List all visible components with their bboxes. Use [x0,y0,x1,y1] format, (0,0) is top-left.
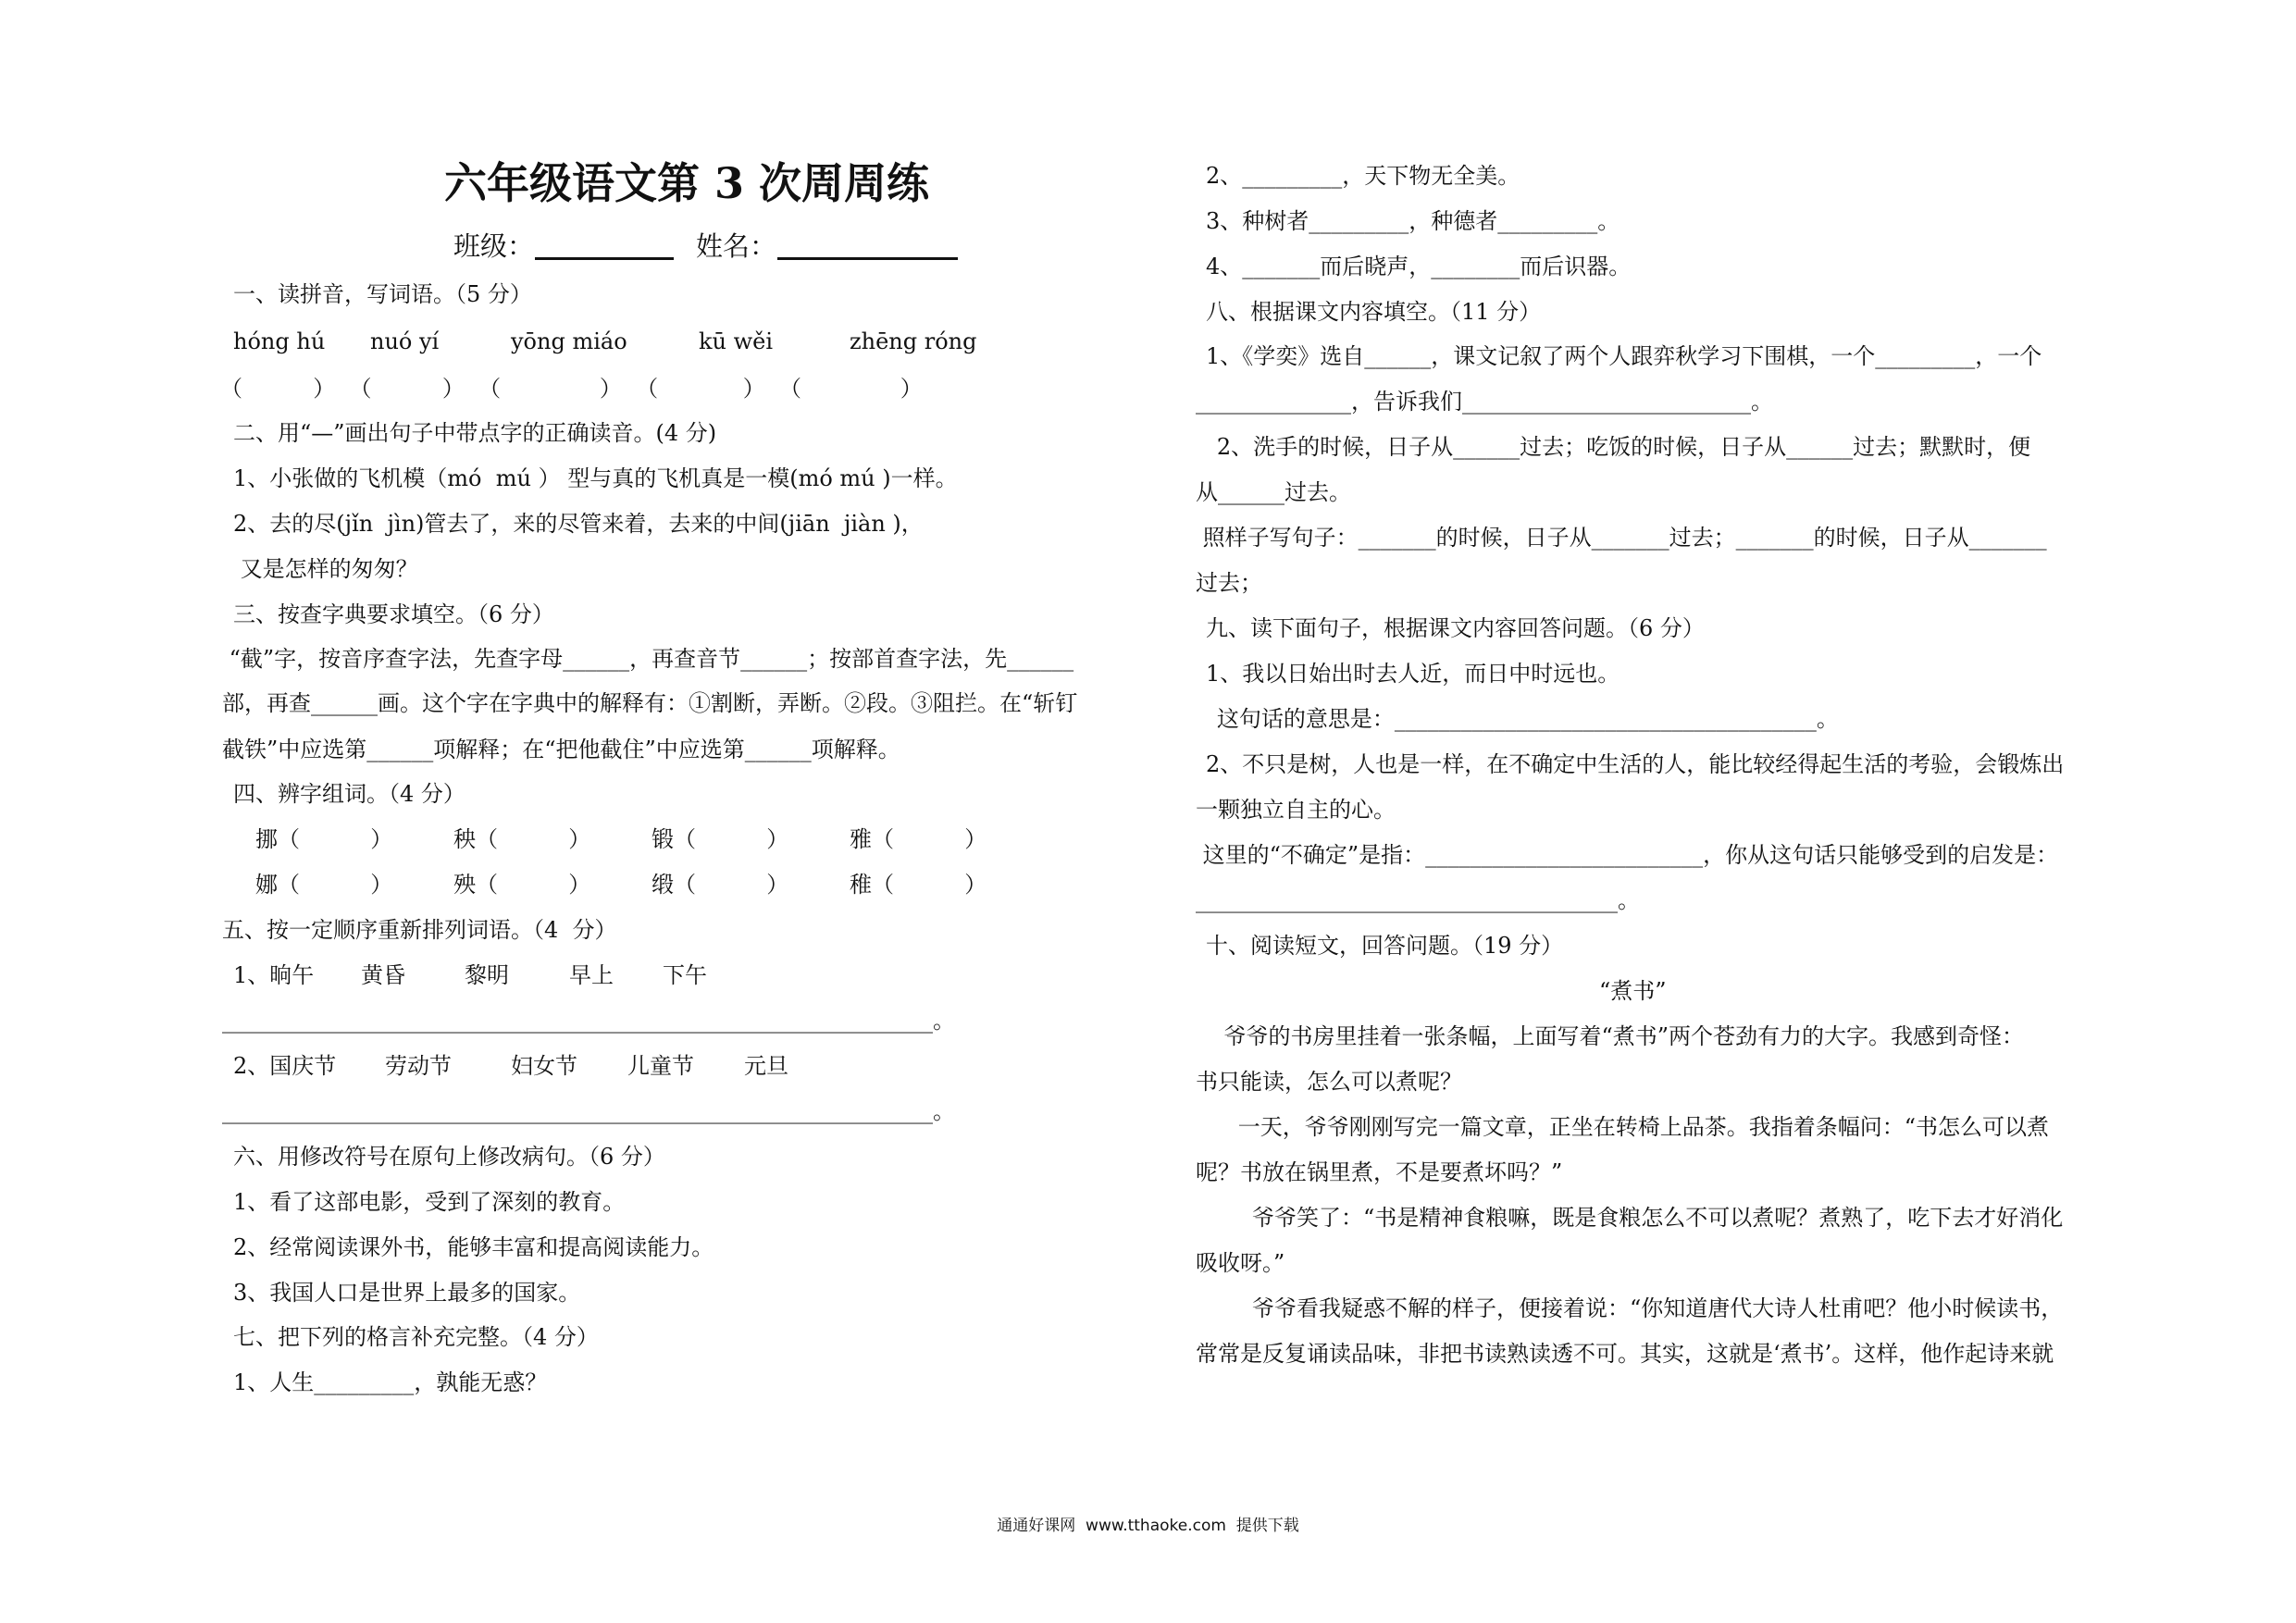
q9-line-4: 一颗独立自主的心。 [1196,797,1396,823]
q5-word: 劳动节 [385,1053,452,1079]
class-label: 班级： [453,230,535,262]
q8-line-2: ______________，告诉我们__________________________。 [1196,389,1773,415]
q5-answer-line-2[interactable]: ________________________________________________________________。 [222,1098,955,1124]
footer-credit: 通通好课网 www.tthaoke.com 提供下载 [997,1517,1299,1535]
q5-word: 妇女节 [511,1053,577,1079]
q4-item[interactable]: 锻（ ） [652,826,789,852]
q7-item-4: 4、_______而后晓声，________而后识器。 [1206,254,1632,279]
q2-sentence-2: 2、去的尽(jǐn jìn)管去了，来的尽管来着，去来的中间(jiān jiàn )， [233,511,924,537]
q7-item-2: 2、_________，天下物无全美。 [1206,163,1520,189]
q5-word: 下午 [663,962,707,988]
q6-sentence-2: 2、经常阅读课外书，能够丰富和提高阅读能力。 [233,1234,714,1260]
q8-title: 八、根据课文内容填空。（11 分） [1206,299,1542,325]
q4-item[interactable]: 秧（ ） [453,826,591,852]
q8-line-3: 2、洗手的时候，日子从______过去；吃饭的时候，日子从______过去；默默时，便 [1196,434,2031,460]
q4-item[interactable]: 娜（ ） [255,872,393,898]
name-blank-line[interactable] [777,257,958,260]
q10-para-1a: 爷爷的书房里挂着一张条幅，上面写着“煮书”两个苍劲有力的大字。我感到奇怪： [1196,1023,2025,1049]
q9-line-1: 1、我以日始出时去人近，而日中时远也。 [1206,661,1620,687]
q10-story-title: “煮书” [1599,978,1667,1004]
page-title: 六年级语文第 3 次周周练 [444,158,930,208]
class-blank-line[interactable] [535,257,674,260]
name-label: 姓名： [696,230,777,262]
q5-answer-line-1[interactable]: ________________________________________________________________。 [222,1008,955,1034]
q10-para-3a: 爷爷笑了：“书是精神食粮嘛，既是食粮怎么不可以煮呢？煮熟了，吃下去才好消化 [1196,1205,2064,1231]
q8-line-5: 照样子写句子：_______的时候，日子从_______过去；_______的时候，日子从_______ [1196,525,2047,551]
q5-word: 儿童节 [627,1053,694,1079]
q9-line-6: ______________________________________。 [1196,887,1640,913]
q5-word: 元旦 [744,1053,788,1079]
q5-word: 1、晌午 [233,962,315,988]
q4-item[interactable]: 雅（ ） [850,826,987,852]
q1-pinyin-5: zhēng róng [850,328,977,354]
q1-pinyin-1: hóng hú [233,328,326,354]
q5-word: 黎明 [465,962,509,988]
q9-title: 九、读下面句子，根据课文内容回答问题。（6 分） [1206,615,1705,641]
q6-sentence-3: 3、我国人口是世界上最多的国家。 [233,1280,581,1306]
q1-title: 一、读拼音，写词语。（5 分） [233,281,532,307]
q10-para-3b: 吸收呀。” [1196,1250,1285,1276]
q10-title: 十、阅读短文，回答问题。（19 分） [1206,933,1564,959]
q10-para-2a: 一天，爷爷刚刚写完一篇文章，正坐在转椅上品茶。我指着条幅问：“书怎么可以煮 [1196,1114,2050,1140]
q8-line-1: 1、《学奕》选自______，课文记叙了两个人跟弈秋学习下围棋，一个_________，一个 [1206,343,2042,369]
q3-line-1: “截”字，按音序查字法，先查字母______，再查音节______；按部首查字法，先______ [222,646,1074,672]
q1-pinyin-4: kū wěi [699,328,774,354]
q3-title: 三、按查字典要求填空。（6 分） [233,601,554,627]
q3-line-2: 部，再查______画。这个字在字典中的解释有：①割断，弄断。②段。③阻拦。在“斩钉 [222,690,1078,716]
q5-word: 2、国庆节 [233,1053,337,1079]
q7-item-1: 1、人生_________，孰能无惑？ [233,1369,548,1395]
q5-title: 五、按一定顺序重新排列词语。（4 分） [222,917,617,943]
q3-line-3: 截铁”中应选第______项解释；在“把他截住”中应选第______项解释。 [222,737,900,762]
q5-word: 早上 [569,962,614,988]
q8-line-6: 过去； [1196,570,1262,596]
q6-sentence-1: 1、看了这部电影，受到了深刻的教育。 [233,1189,626,1215]
q1-pinyin-2: nuó yí [370,328,440,354]
q10-para-4b: 常常是反复诵读品味，非把书读熟读透不可。其实，这就是‘煮书’。这样，他作起诗来就 [1196,1341,2054,1367]
q10-para-2b: 呢？书放在锅里煮，不是要煮坏吗？” [1196,1159,1563,1185]
q10-para-4a: 爷爷看我疑惑不解的样子，便接着说：“你知道唐代大诗人杜甫吧？他小时候读书， [1196,1295,2064,1321]
q2-title: 二、用“—”画出句子中带点字的正确读音。(4 分) [233,420,717,446]
q4-item[interactable]: 殃（ ） [453,872,591,898]
q9-line-5: 这里的“不确定”是指：_________________________，你从这句话只能够受到的启发是： [1196,842,2059,868]
q1-pinyin-3: yōng miáo [511,328,627,354]
q5-word: 黄昏 [361,962,405,988]
q9-line-3: 2、不只是树，人也是一样，在不确定中生活的人，能比较经得起生活的考验，会锻炼出 [1206,751,2065,777]
q9-line-2: 这句话的意思是：______________________________________。 [1196,706,1839,732]
q6-title: 六、用修改符号在原句上修改病句。（6 分） [233,1144,665,1170]
q4-item[interactable]: 挪（ ） [255,826,393,852]
q2-sentence-1: 1、小张做的飞机模（mó mú ） 型与真的飞机真是一模(mó mú )一样。 [233,465,958,491]
q8-line-4: 从______过去。 [1196,479,1351,505]
q7-item-3: 3、种树者_________，种德者_________。 [1206,208,1620,234]
q10-para-1b: 书只能读，怎么可以煮呢？ [1196,1069,1462,1095]
q2-sentence-2-cont: 又是怎样的匆匆？ [233,556,418,582]
q4-title: 四、辨字组词。（4 分） [233,781,465,807]
q1-answer-blanks[interactable]: （ ） （ ） （ ） （ ） （ ） [220,376,923,402]
q4-item[interactable]: 缎（ ） [652,872,789,898]
q4-item[interactable]: 稚（ ） [850,872,987,898]
q7-title: 七、把下列的格言补充完整。（4 分） [233,1324,599,1350]
